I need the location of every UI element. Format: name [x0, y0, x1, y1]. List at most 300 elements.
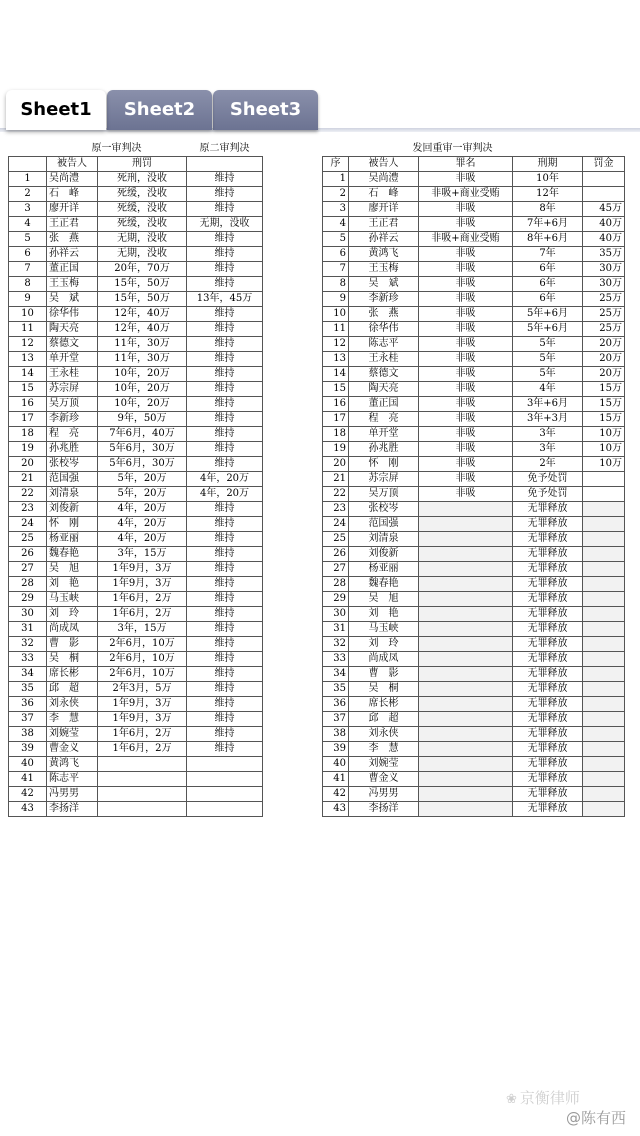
- defendant-name: 刘清泉: [47, 487, 98, 502]
- charge: [419, 757, 513, 772]
- row-number: 7: [323, 262, 349, 277]
- row-number: 3: [9, 202, 47, 217]
- prison-term: 无罪释放: [513, 787, 583, 802]
- prison-term: 无罪释放: [513, 742, 583, 757]
- defendant-name: 怀 刚: [349, 457, 419, 472]
- original-sentence: 15年，50万: [98, 277, 187, 292]
- table-row: [9, 307, 263, 322]
- second-instance-result: 维持: [187, 547, 263, 562]
- original-sentence: 12年，40万: [98, 322, 187, 337]
- defendant-name: 曹 影: [349, 667, 419, 682]
- defendant-name: 吴尚澧: [47, 172, 98, 187]
- original-sentence: 15年，50万: [98, 292, 187, 307]
- table-row: [323, 787, 625, 802]
- fine: 20万: [583, 337, 625, 352]
- second-instance-result: 维持: [187, 187, 263, 202]
- defendant-name: 吴 桐: [47, 652, 98, 667]
- defendant-name: 孙兆胜: [349, 442, 419, 457]
- prison-term: 5年: [513, 352, 583, 367]
- defendant-name: 邱 超: [349, 712, 419, 727]
- defendant-name: 刘 玲: [47, 607, 98, 622]
- fine: 20万: [583, 367, 625, 382]
- row-number: 32: [9, 637, 47, 652]
- row-number: 22: [323, 487, 349, 502]
- defendant-name: 张校岑: [47, 457, 98, 472]
- defendant-name: 苏宗屏: [349, 472, 419, 487]
- original-sentence: [98, 757, 187, 772]
- row-number: 17: [9, 412, 47, 427]
- fine: 10万: [583, 442, 625, 457]
- prison-term: 无罪释放: [513, 712, 583, 727]
- row-number: 29: [323, 592, 349, 607]
- table-row: [9, 442, 263, 457]
- defendant-name: 王永桂: [47, 367, 98, 382]
- table-row: [323, 412, 625, 427]
- second-instance-result: 13年，45万: [187, 292, 263, 307]
- defendant-name: 刘俊新: [47, 502, 98, 517]
- original-sentence: 2年3月，5万: [98, 682, 187, 697]
- second-instance-result: 维持: [187, 577, 263, 592]
- prison-term: 4年: [513, 382, 583, 397]
- row-number: 10: [323, 307, 349, 322]
- fine: [583, 622, 625, 637]
- table-row: [9, 172, 263, 187]
- second-instance-result: 维持: [187, 712, 263, 727]
- table-row: [323, 712, 625, 727]
- row-number: 30: [323, 607, 349, 622]
- defendant-name: 刘婉莹: [47, 727, 98, 742]
- fine: [583, 592, 625, 607]
- row-number: 43: [9, 802, 47, 817]
- original-sentence: 1年9月，3万: [98, 712, 187, 727]
- charge: 非吸: [419, 397, 513, 412]
- fine: [583, 637, 625, 652]
- charge: [419, 637, 513, 652]
- row-number: 11: [323, 322, 349, 337]
- table-row: [9, 337, 263, 352]
- row-number: 40: [323, 757, 349, 772]
- fine: 40万: [583, 232, 625, 247]
- table-row: [323, 532, 625, 547]
- fine: 25万: [583, 322, 625, 337]
- defendant-name: 王永桂: [349, 352, 419, 367]
- original-verdict-table: [8, 142, 263, 817]
- second-instance-result: [187, 772, 263, 787]
- table-row: [9, 202, 263, 217]
- table-row: [323, 442, 625, 457]
- fine: [583, 652, 625, 667]
- table-row: [323, 322, 625, 337]
- retrial-header: 发回重审一审判决: [323, 142, 583, 157]
- second-instance-result: [187, 787, 263, 802]
- charge: 非吸: [419, 472, 513, 487]
- row-number: 19: [323, 442, 349, 457]
- prison-term: 3年: [513, 427, 583, 442]
- tab-sheet3[interactable]: Sheet3: [213, 90, 318, 130]
- defendant-name: 单开堂: [47, 352, 98, 367]
- table-row: [323, 502, 625, 517]
- row-number: 32: [323, 637, 349, 652]
- row-number: 27: [9, 562, 47, 577]
- prison-term: 无罪释放: [513, 697, 583, 712]
- row-number: 24: [323, 517, 349, 532]
- table-row: [9, 382, 263, 397]
- prison-term: 无罪释放: [513, 727, 583, 742]
- prison-term: 7年+6月: [513, 217, 583, 232]
- table-row: [323, 172, 625, 187]
- second-instance-result: 维持: [187, 667, 263, 682]
- row-number: 2: [323, 187, 349, 202]
- original-sentence: 死缓，没收: [98, 202, 187, 217]
- second-instance-result: 维持: [187, 337, 263, 352]
- col-fine-header: 罚金: [583, 157, 625, 172]
- table-row: [323, 397, 625, 412]
- defendant-name: 黄鸿飞: [47, 757, 98, 772]
- charge: [419, 712, 513, 727]
- prison-term: 无罪释放: [513, 682, 583, 697]
- table-row: [9, 532, 263, 547]
- original-sentence: 1年6月，2万: [98, 742, 187, 757]
- original-sentence: 12年，40万: [98, 307, 187, 322]
- second-instance-result: 维持: [187, 532, 263, 547]
- row-number: 16: [9, 397, 47, 412]
- defendant-name: 曹金义: [47, 742, 98, 757]
- row-number: 39: [9, 742, 47, 757]
- defendant-name: 席长彬: [47, 667, 98, 682]
- defendant-name: 程 亮: [349, 412, 419, 427]
- original-sentence: 5年6月，30万: [98, 457, 187, 472]
- original-sentence: 3年，15万: [98, 547, 187, 562]
- charge: [419, 622, 513, 637]
- row-number: 29: [9, 592, 47, 607]
- row-number: 38: [9, 727, 47, 742]
- defendant-name: 王正君: [349, 217, 419, 232]
- row-number: 9: [9, 292, 47, 307]
- defendant-name: 刘 艳: [47, 577, 98, 592]
- table-row: [9, 742, 263, 757]
- defendant-name: 范国强: [47, 472, 98, 487]
- charge: [419, 682, 513, 697]
- row-number: 36: [9, 697, 47, 712]
- table-row: [323, 547, 625, 562]
- table-row: [323, 517, 625, 532]
- defendant-name: 张 燕: [47, 232, 98, 247]
- original-sentence: 死缓，没收: [98, 217, 187, 232]
- prison-term: 无罪释放: [513, 502, 583, 517]
- prison-term: 无罪释放: [513, 517, 583, 532]
- original-sentence: 3年，15万: [98, 622, 187, 637]
- defendant-name: 刘俊新: [349, 547, 419, 562]
- row-number: 31: [9, 622, 47, 637]
- table-row: [323, 337, 625, 352]
- table-row: [9, 802, 263, 817]
- table-row: [323, 307, 625, 322]
- table-row: [9, 697, 263, 712]
- fine: 15万: [583, 412, 625, 427]
- row-number: 9: [323, 292, 349, 307]
- table-row: [9, 652, 263, 667]
- row-number: 42: [9, 787, 47, 802]
- second-instance-result: 维持: [187, 412, 263, 427]
- row-number: 30: [9, 607, 47, 622]
- row-number: 23: [323, 502, 349, 517]
- fine: [583, 487, 625, 502]
- prison-term: 5年: [513, 337, 583, 352]
- prison-term: 8年+6月: [513, 232, 583, 247]
- table-row: [323, 187, 625, 202]
- fine: 15万: [583, 397, 625, 412]
- first-instance-header: 原一审判决: [47, 142, 187, 157]
- table-row: [323, 577, 625, 592]
- charge: 非吸: [419, 202, 513, 217]
- table-row: [9, 412, 263, 427]
- defendant-name: 范国强: [349, 517, 419, 532]
- table-row: [323, 292, 625, 307]
- defendant-name: 刘清泉: [349, 532, 419, 547]
- row-number: 4: [9, 217, 47, 232]
- defendant-name: 陶天亮: [47, 322, 98, 337]
- row-number: 8: [323, 277, 349, 292]
- row-number: 5: [9, 232, 47, 247]
- original-sentence: 1年6月，2万: [98, 607, 187, 622]
- second-instance-result: [187, 802, 263, 817]
- second-instance-result: 维持: [187, 307, 263, 322]
- prison-term: 3年: [513, 442, 583, 457]
- charge: [419, 652, 513, 667]
- tab-sheet2[interactable]: Sheet2: [107, 90, 212, 130]
- fine: [583, 472, 625, 487]
- charge: 非吸: [419, 217, 513, 232]
- second-instance-result: 维持: [187, 652, 263, 667]
- tab-sheet1[interactable]: Sheet1: [6, 90, 106, 130]
- charge: [419, 727, 513, 742]
- prison-term: 无罪释放: [513, 622, 583, 637]
- original-sentence: 5年6月，30万: [98, 442, 187, 457]
- second-instance-result: 维持: [187, 352, 263, 367]
- table-row: [323, 697, 625, 712]
- table-row: [9, 577, 263, 592]
- prison-term: 免予处罚: [513, 487, 583, 502]
- charge: [419, 802, 513, 817]
- table-row: [9, 517, 263, 532]
- fine: [583, 742, 625, 757]
- defendant-name: 孙祥云: [47, 247, 98, 262]
- fine: 30万: [583, 277, 625, 292]
- fine: 40万: [583, 217, 625, 232]
- charge: 非吸: [419, 382, 513, 397]
- defendant-name: 张 燕: [349, 307, 419, 322]
- defendant-name: 石 峰: [47, 187, 98, 202]
- row-number: 11: [9, 322, 47, 337]
- table-row: [9, 457, 263, 472]
- defendant-name: 李新珍: [349, 292, 419, 307]
- fine: [583, 187, 625, 202]
- col-term-header: 刑期: [513, 157, 583, 172]
- charge: 非吸: [419, 457, 513, 472]
- fine: [583, 802, 625, 817]
- row-number: 18: [9, 427, 47, 442]
- prison-term: 2年: [513, 457, 583, 472]
- defendant-name: 陶天亮: [349, 382, 419, 397]
- table-row: [9, 277, 263, 292]
- charge: 非吸: [419, 307, 513, 322]
- charge: [419, 742, 513, 757]
- defendant-name: 刘永侠: [47, 697, 98, 712]
- fine: [583, 787, 625, 802]
- fine: [583, 667, 625, 682]
- retrial-verdict-table: [322, 142, 625, 817]
- prison-term: 无罪释放: [513, 592, 583, 607]
- watermark-author: @陈有西: [566, 1109, 627, 1127]
- second-instance-result: 维持: [187, 697, 263, 712]
- charge: [419, 772, 513, 787]
- row-number: 28: [323, 577, 349, 592]
- defendant-name: 吴 旭: [349, 592, 419, 607]
- fine: [583, 727, 625, 742]
- row-number: 33: [9, 652, 47, 667]
- table-row: [323, 622, 625, 637]
- original-sentence: 1年9月，3万: [98, 577, 187, 592]
- prison-term: 6年: [513, 277, 583, 292]
- original-sentence: 4年，20万: [98, 517, 187, 532]
- row-number: 37: [323, 712, 349, 727]
- second-instance-result: 维持: [187, 607, 263, 622]
- fine: [583, 517, 625, 532]
- defendant-name: 王玉梅: [47, 277, 98, 292]
- table-row: [323, 262, 625, 277]
- table-row: [9, 397, 263, 412]
- row-number: 39: [323, 742, 349, 757]
- defendant-name: 吴 斌: [47, 292, 98, 307]
- left-group-header-row: [9, 142, 263, 157]
- defendant-name: 刘婉莹: [349, 757, 419, 772]
- fine: [583, 547, 625, 562]
- table-row: [323, 217, 625, 232]
- charge: [419, 517, 513, 532]
- row-number: 20: [323, 457, 349, 472]
- row-number: 37: [9, 712, 47, 727]
- fine: [583, 772, 625, 787]
- defendant-name: 徐华伟: [349, 322, 419, 337]
- row-number: 42: [323, 787, 349, 802]
- fine: 30万: [583, 262, 625, 277]
- defendant-name: 廖开详: [47, 202, 98, 217]
- table-row: [323, 367, 625, 382]
- table-row: [323, 637, 625, 652]
- row-number: 6: [9, 247, 47, 262]
- prison-term: 3年+6月: [513, 397, 583, 412]
- watermark-brand: [506, 1087, 580, 1108]
- table-row: [323, 472, 625, 487]
- row-number: 14: [323, 367, 349, 382]
- defendant-name: 刘 玲: [349, 637, 419, 652]
- table-row: [9, 547, 263, 562]
- defendant-name: 程 亮: [47, 427, 98, 442]
- table-row: [9, 562, 263, 577]
- defendant-name: 冯男男: [349, 787, 419, 802]
- defendant-name: 单开堂: [349, 427, 419, 442]
- left-column-header-row: [9, 157, 263, 172]
- original-sentence: 10年，20万: [98, 397, 187, 412]
- prison-term: 3年+3月: [513, 412, 583, 427]
- table-row: [9, 637, 263, 652]
- defendant-name: 马玉峡: [47, 592, 98, 607]
- row-number: 43: [323, 802, 349, 817]
- charge: 非吸: [419, 337, 513, 352]
- defendant-name: 徐华伟: [47, 307, 98, 322]
- fine: [583, 172, 625, 187]
- charge: 非吸: [419, 352, 513, 367]
- table-row: [9, 607, 263, 622]
- second-instance-result: 维持: [187, 367, 263, 382]
- prison-term: 12年: [513, 187, 583, 202]
- prison-term: 5年+6月: [513, 307, 583, 322]
- row-number: 3: [323, 202, 349, 217]
- defendant-name: 尚成凤: [47, 622, 98, 637]
- row-number: 13: [323, 352, 349, 367]
- fine: [583, 532, 625, 547]
- original-sentence: 5年，20万: [98, 487, 187, 502]
- second-instance-result: 维持: [187, 562, 263, 577]
- original-sentence: 5年，20万: [98, 472, 187, 487]
- table-row: [9, 682, 263, 697]
- original-sentence: 1年9月，3万: [98, 697, 187, 712]
- defendant-name: 刘 艳: [349, 607, 419, 622]
- row-number: 21: [9, 472, 47, 487]
- defendant-name: 王正君: [47, 217, 98, 232]
- defendant-name: 廖开详: [349, 202, 419, 217]
- defendant-name: 杨亚丽: [349, 562, 419, 577]
- row-number: 35: [323, 682, 349, 697]
- fine: 45万: [583, 202, 625, 217]
- charge: 非吸: [419, 412, 513, 427]
- row-number: 20: [9, 457, 47, 472]
- table-row: [9, 187, 263, 202]
- row-number: 35: [9, 682, 47, 697]
- charge: [419, 502, 513, 517]
- second-instance-result: 维持: [187, 637, 263, 652]
- row-number: 15: [323, 382, 349, 397]
- row-number: 34: [323, 667, 349, 682]
- table-row: [323, 277, 625, 292]
- row-number: 24: [9, 517, 47, 532]
- charge: 非吸+商业受贿: [419, 187, 513, 202]
- row-number: 12: [323, 337, 349, 352]
- prison-term: 无罪释放: [513, 577, 583, 592]
- second-instance-result: 维持: [187, 247, 263, 262]
- row-number: 40: [9, 757, 47, 772]
- fine: 10万: [583, 427, 625, 442]
- row-number: 8: [9, 277, 47, 292]
- fine: [583, 562, 625, 577]
- defendant-name: 李 慧: [349, 742, 419, 757]
- row-number: 41: [9, 772, 47, 787]
- row-number: 13: [9, 352, 47, 367]
- row-number: 38: [323, 727, 349, 742]
- col-defendant-header: 被告人: [47, 157, 98, 172]
- wechat-icon: ❀: [506, 1092, 517, 1107]
- fine: [583, 757, 625, 772]
- defendant-name: 苏宗屏: [47, 382, 98, 397]
- charge: [419, 607, 513, 622]
- watermark-text: 京衡律师: [519, 1089, 580, 1107]
- second-instance-result: 维持: [187, 592, 263, 607]
- defendant-name: 蔡德文: [47, 337, 98, 352]
- table-row: [323, 232, 625, 247]
- table-row: [9, 712, 263, 727]
- prison-term: 无罪释放: [513, 637, 583, 652]
- table-row: [9, 727, 263, 742]
